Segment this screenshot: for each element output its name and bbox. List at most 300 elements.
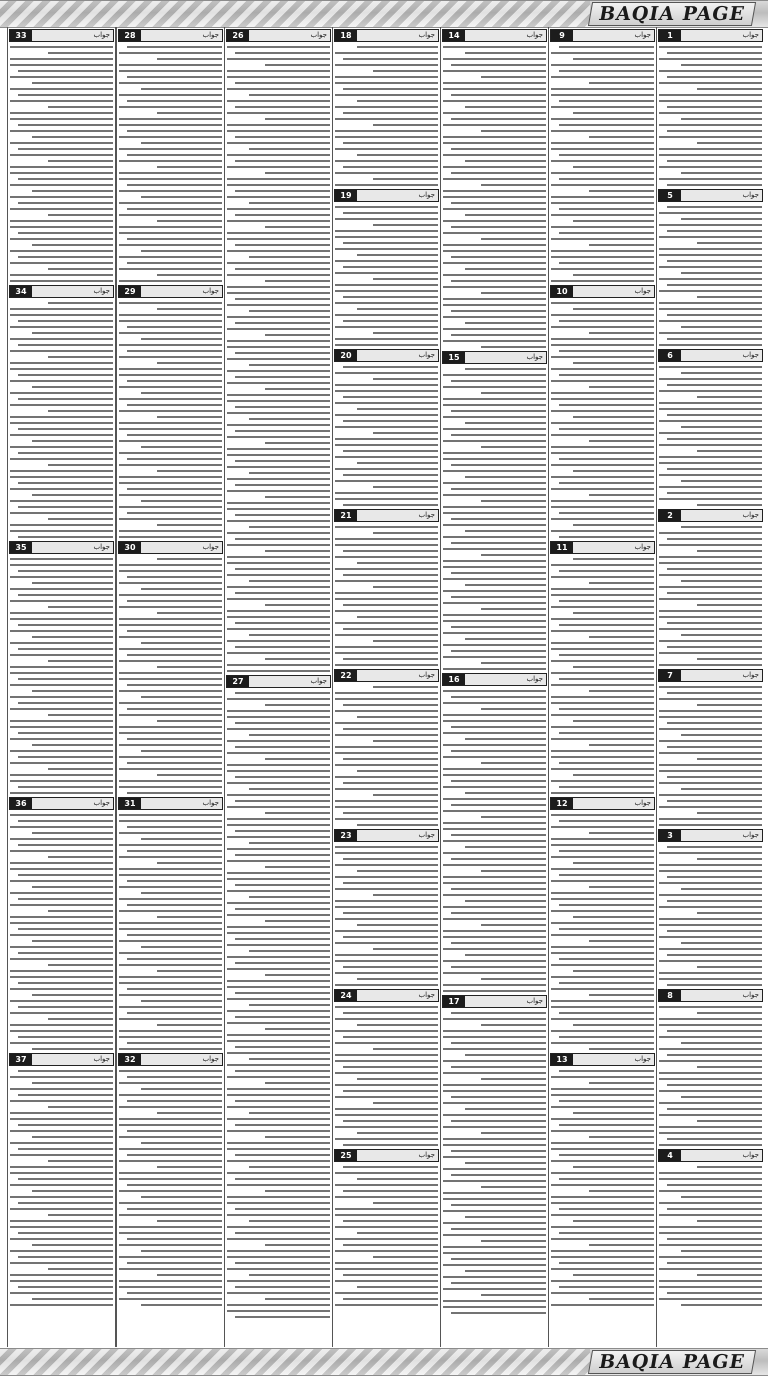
text-line (559, 374, 654, 376)
question-label: جواب (357, 190, 438, 201)
text-line (443, 1252, 546, 1254)
text-line (227, 562, 330, 564)
text-line (659, 960, 762, 962)
text-line (465, 900, 546, 902)
text-line (127, 1208, 222, 1210)
text-line (559, 1178, 654, 1180)
question-heading (334, 1149, 439, 1162)
question-number: 31 (119, 798, 141, 809)
text-line (335, 480, 438, 482)
question-label: جواب (465, 352, 546, 363)
text-line (659, 308, 762, 310)
text-line (481, 392, 546, 394)
text-line (659, 236, 762, 238)
question-number: 16 (443, 674, 465, 685)
text-line (551, 280, 654, 282)
text-line (697, 1120, 762, 1122)
text-line (659, 1214, 762, 1216)
text-line (659, 1190, 762, 1192)
text-line (335, 1208, 438, 1210)
text-line (357, 978, 438, 980)
text-line (659, 94, 762, 96)
text-line (227, 1052, 330, 1054)
text-line (451, 966, 546, 968)
text-line (335, 634, 438, 636)
text-line (573, 524, 654, 526)
text-line (573, 916, 654, 918)
text-line (10, 404, 113, 406)
text-line (227, 370, 330, 372)
text-line (10, 916, 113, 918)
text-line (573, 1274, 654, 1276)
question-heading (9, 29, 114, 42)
text-line (481, 292, 546, 294)
text-line (127, 1292, 222, 1294)
question-number: 27 (227, 676, 249, 687)
text-line (18, 898, 113, 900)
text-line (667, 106, 762, 108)
text-line (227, 1076, 330, 1078)
text-line (443, 524, 546, 526)
question-label: جواب (32, 542, 113, 553)
text-line (481, 870, 546, 872)
text-line (481, 1240, 546, 1242)
newspaper-page (4, 27, 764, 1347)
text-line (357, 924, 438, 926)
text-line (573, 308, 654, 310)
text-line (119, 256, 222, 258)
text-line (157, 612, 222, 614)
text-line (335, 1108, 438, 1110)
text-line (659, 882, 762, 884)
question-heading (334, 669, 439, 682)
text-line (697, 858, 762, 860)
text-line (119, 714, 222, 716)
text-line (10, 512, 113, 514)
text-line (451, 1258, 546, 1260)
text-line (18, 624, 113, 626)
text-line (227, 1160, 330, 1162)
question-number: 4 (659, 1150, 681, 1161)
text-line (10, 1208, 113, 1210)
text-line (335, 1172, 438, 1174)
text-line (697, 704, 762, 706)
text-line (335, 284, 438, 286)
text-line (551, 500, 654, 502)
text-line (551, 446, 654, 448)
text-line (659, 1078, 762, 1080)
text-line (227, 986, 330, 988)
text-line (119, 940, 222, 942)
text-line (465, 268, 546, 270)
text-line (10, 500, 113, 502)
question-heading (118, 285, 223, 298)
text-line (119, 786, 222, 788)
text-line (119, 70, 222, 72)
question-heading (118, 29, 223, 42)
text-line (551, 452, 654, 454)
text-line (265, 550, 330, 552)
text-line (481, 346, 546, 348)
text-line (659, 616, 762, 618)
text-line (443, 220, 546, 222)
answer-block (225, 675, 332, 1318)
text-line (18, 594, 113, 596)
text-line (32, 386, 113, 388)
text-line (451, 726, 546, 728)
text-line (667, 284, 762, 286)
text-line (443, 1114, 546, 1116)
text-line (551, 1268, 654, 1270)
text-line (227, 664, 330, 666)
question-heading (9, 541, 114, 554)
text-line (343, 420, 438, 422)
text-line (119, 982, 222, 984)
text-line (10, 1154, 113, 1156)
text-line (127, 934, 222, 936)
text-line (235, 1232, 330, 1234)
text-line (119, 302, 222, 304)
text-line (335, 94, 438, 96)
text-line (10, 46, 113, 48)
question-heading (658, 29, 763, 42)
text-line (335, 172, 438, 174)
text-line (227, 490, 330, 492)
text-line (451, 780, 546, 782)
text-line (443, 232, 546, 234)
text-line (465, 792, 546, 794)
text-line (443, 1222, 546, 1224)
question-heading (550, 797, 655, 810)
text-line (667, 438, 762, 440)
text-line (373, 948, 438, 950)
text-line (119, 928, 222, 930)
text-line (141, 946, 222, 948)
text-line (10, 576, 113, 578)
text-line (18, 320, 113, 322)
text-line (357, 100, 438, 102)
text-line (335, 1060, 438, 1062)
text-line (659, 1286, 762, 1288)
answer-block (117, 1053, 224, 1306)
text-line (227, 394, 330, 396)
text-line (551, 172, 654, 174)
question-label: جواب (32, 30, 113, 41)
text-line (235, 854, 330, 856)
question-heading (9, 285, 114, 298)
text-line (697, 812, 762, 814)
text-line (343, 628, 438, 630)
text-line (119, 1136, 222, 1138)
text-line (343, 396, 438, 398)
text-line (681, 172, 762, 174)
text-line (551, 160, 654, 162)
text-line (10, 250, 113, 252)
text-line (589, 82, 654, 84)
text-line (551, 756, 654, 758)
text-line (681, 480, 762, 482)
text-line (335, 846, 438, 848)
text-line (443, 828, 546, 830)
text-line (119, 202, 222, 204)
text-line (551, 1094, 654, 1096)
text-line (10, 88, 113, 90)
text-line (119, 494, 222, 496)
text-line (443, 930, 546, 932)
text-line (127, 154, 222, 156)
text-line (443, 614, 546, 616)
text-line (343, 1190, 438, 1192)
text-line (357, 462, 438, 464)
text-line (443, 416, 546, 418)
text-line (265, 1190, 330, 1192)
text-line (235, 352, 330, 354)
question-label: جواب (681, 350, 762, 361)
text-line (10, 892, 113, 894)
text-line (335, 492, 438, 494)
text-line (681, 1042, 762, 1044)
text-line (357, 562, 438, 564)
text-line (335, 906, 438, 908)
text-line (659, 544, 762, 546)
text-line (697, 504, 762, 506)
text-line (465, 1270, 546, 1272)
text-line (681, 372, 762, 374)
text-line (32, 636, 113, 638)
text-line (249, 1274, 330, 1276)
answer-block (549, 541, 656, 794)
text-line (335, 698, 438, 700)
text-line (551, 1250, 654, 1252)
text-line (465, 738, 546, 740)
text-line (343, 1036, 438, 1038)
text-line (10, 220, 113, 222)
text-line (10, 1220, 113, 1222)
answer-block (333, 989, 440, 1146)
text-line (659, 806, 762, 808)
text-line (573, 58, 654, 60)
text-line (127, 350, 222, 352)
text-line (18, 1036, 113, 1038)
text-line (235, 484, 330, 486)
answer-block (8, 797, 115, 1050)
text-line (119, 856, 222, 858)
text-line (443, 100, 546, 102)
text-line (343, 1244, 438, 1246)
text-line (659, 1202, 762, 1204)
text-line (10, 280, 113, 282)
text-line (573, 1112, 654, 1114)
text-line (559, 732, 654, 734)
text-line (249, 634, 330, 636)
text-line (659, 794, 762, 796)
text-line (119, 1298, 222, 1300)
text-line (335, 646, 438, 648)
text-line (443, 404, 546, 406)
text-line (10, 1088, 113, 1090)
text-line (667, 1292, 762, 1294)
text-line (697, 658, 762, 660)
text-line (18, 344, 113, 346)
text-line (227, 1094, 330, 1096)
text-line (343, 882, 438, 884)
text-line (227, 124, 330, 126)
text-line (10, 988, 113, 990)
text-line (119, 368, 222, 370)
text-line (18, 1070, 113, 1072)
text-line (48, 302, 113, 304)
answer-block (657, 509, 764, 666)
text-line (227, 532, 330, 534)
text-line (551, 856, 654, 858)
text-line (48, 1214, 113, 1216)
question-heading (658, 189, 763, 202)
answer-block (441, 673, 548, 992)
text-line (559, 1100, 654, 1102)
text-line (119, 1244, 222, 1246)
text-line (551, 410, 654, 412)
text-line (667, 1238, 762, 1240)
text-line (659, 1268, 762, 1270)
text-line (141, 750, 222, 752)
question-number: 25 (335, 1150, 357, 1161)
text-line (18, 536, 113, 538)
question-heading (442, 995, 547, 1008)
text-line (559, 708, 654, 710)
text-line (681, 1304, 762, 1306)
text-line (119, 1082, 222, 1084)
text-line (443, 458, 546, 460)
text-line (697, 142, 762, 144)
text-line (227, 670, 330, 672)
text-line (551, 226, 654, 228)
text-line (681, 426, 762, 428)
text-line (667, 160, 762, 162)
text-line (127, 238, 222, 240)
text-line (373, 1256, 438, 1258)
text-line (10, 654, 113, 656)
text-line (127, 130, 222, 132)
text-line (659, 978, 762, 980)
text-line (659, 1132, 762, 1134)
text-line (551, 530, 654, 532)
text-line (10, 196, 113, 198)
text-line (127, 46, 222, 48)
text-line (10, 1042, 113, 1044)
text-line (659, 212, 762, 214)
answer-block (8, 285, 115, 538)
text-line (343, 142, 438, 144)
text-line (227, 1214, 330, 1216)
text-line (667, 592, 762, 594)
text-line (335, 426, 438, 428)
text-line (235, 430, 330, 432)
text-line (443, 482, 546, 484)
text-line (265, 442, 330, 444)
text-line (235, 722, 330, 724)
text-line (551, 344, 654, 346)
text-line (119, 1070, 222, 1072)
text-line (48, 410, 113, 412)
text-line (551, 1184, 654, 1186)
text-line (335, 326, 438, 328)
text-line (227, 454, 330, 456)
text-line (127, 792, 222, 794)
text-line (335, 438, 438, 440)
text-line (443, 190, 546, 192)
answer-block (8, 29, 115, 282)
text-line (551, 94, 654, 96)
text-line (227, 1256, 330, 1258)
text-line (227, 926, 330, 928)
text-line (659, 972, 762, 974)
text-line (227, 304, 330, 306)
answer-block (657, 989, 764, 1146)
text-line (659, 432, 762, 434)
text-line (249, 842, 330, 844)
text-line (48, 214, 113, 216)
text-line (119, 178, 222, 180)
text-line (127, 576, 222, 578)
text-line (157, 970, 222, 972)
question-number: 20 (335, 350, 357, 361)
text-line (443, 960, 546, 962)
text-line (659, 462, 762, 464)
text-line (227, 598, 330, 600)
text-line (227, 1172, 330, 1174)
text-line (697, 1166, 762, 1168)
text-line (227, 112, 330, 114)
text-line (443, 136, 546, 138)
text-line (335, 148, 438, 150)
question-heading (9, 1053, 114, 1066)
text-line (659, 402, 762, 404)
text-line (659, 870, 762, 872)
text-line (443, 798, 546, 800)
text-line (335, 1250, 438, 1252)
answer-block (549, 797, 656, 1050)
text-line (10, 750, 113, 752)
question-label: جواب (32, 1054, 113, 1065)
text-line (119, 868, 222, 870)
text-line (551, 672, 654, 674)
text-line (559, 458, 654, 460)
text-line (335, 788, 438, 790)
text-line (343, 728, 438, 730)
text-line (18, 1256, 113, 1258)
text-line (119, 874, 222, 876)
text-line (551, 1304, 654, 1306)
text-line (551, 250, 654, 252)
text-line (443, 1048, 546, 1050)
text-line (443, 166, 546, 168)
text-line (335, 184, 438, 186)
text-line (119, 582, 222, 584)
text-line (481, 708, 546, 710)
text-line (119, 1036, 222, 1038)
text-line (10, 1012, 113, 1014)
text-line (697, 966, 762, 968)
text-line (443, 208, 546, 210)
question-number: 3 (659, 830, 681, 841)
text-line (335, 918, 438, 920)
text-line (141, 500, 222, 502)
text-line (227, 412, 330, 414)
text-line (697, 550, 762, 552)
footer-banner (0, 1348, 768, 1376)
text-line (659, 586, 762, 588)
text-line (443, 1156, 546, 1158)
